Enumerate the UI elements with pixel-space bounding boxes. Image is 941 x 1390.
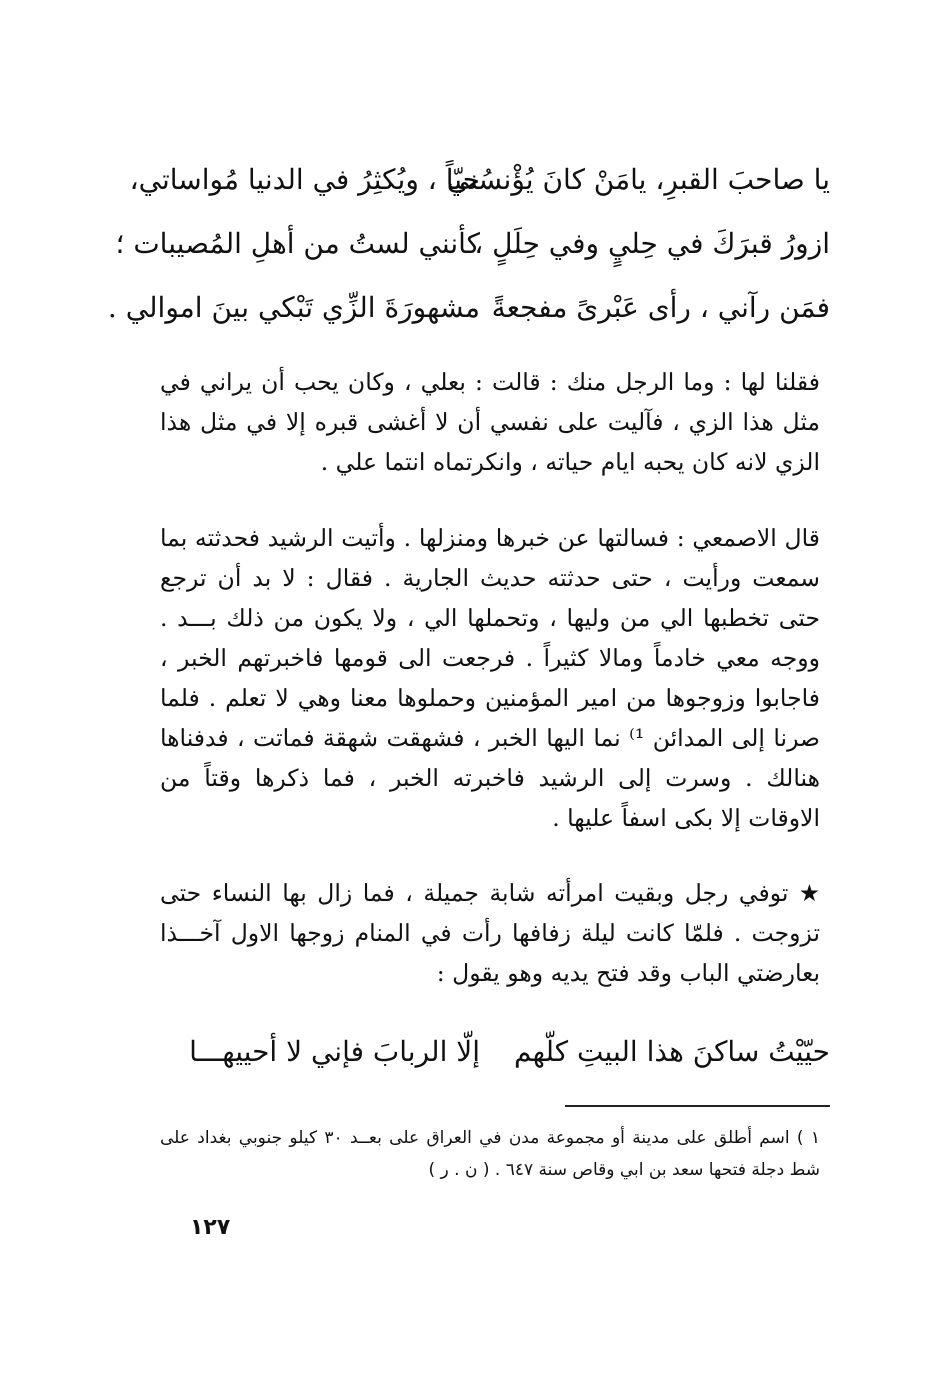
paragraph-widow-dream: ★ توفي رجل وبقيت امرأته شابة جميلة ، فما زال بها النساء حتى تزوجت . فلمّا كانت ليلة زفافها رأت في المنام زوجها الاول آخـــذا بعارضتي الباب وقد فتح يديه وهو يقول : [160, 879, 820, 987]
dream-verse-second-hemistich: إلّا الربابَ فإني لا أحييهـــا [189, 1035, 480, 1068]
verse-2 [115, 214, 830, 274]
verse-1 [129, 150, 830, 210]
verse-3-second-hemistich: مشهورَةَ الزِّي تَبْكي بينَ اموالي . [107, 291, 480, 324]
verse-3-first-hemistich: فمَن رآني ، رأى عَبْرىً مفجعةً [491, 291, 830, 324]
verse-1-second-hemistich: حيّاً ، ويُكثِرُ في الدنيا مُواساتي، [129, 163, 480, 196]
dream-verse-first-hemistich: حيّيْتُ ساكنَ هذا البيتِ كلّهم [513, 1035, 830, 1068]
footnote: ١ ) اسم أطلق على مدينة أو مجموعة مدن في العراق على بعــد ٣٠ كيلو جنوبي بغداد على شط دجلة فتحها سعد بن ابي وقاص سنة ٦٤٧ . ( ن . ر ) [160, 1128, 820, 1180]
verse-1-first-hemistich: يا صاحبَ القبرِ، يامَنْ كانَ يُؤْنسُني [446, 163, 830, 196]
paragraph-widow-reply: فقلنا لها : وما الرجل منك : قالت : بعلي ، وكان يحب أن يراني في مثل هذا الزي ، فآليت على نفسي أن لا أغشى قبره إلا في مثل هذا الزي لانه كان يحبه ايام حياته ، وانكرتماه انتما علي . [160, 368, 820, 476]
verse-3 [107, 278, 830, 338]
verse-2-second-hemistich: كأنني لستُ من أهلِ المُصيبات ؛ [115, 227, 480, 260]
paragraph-asmai-story: قال الاصمعي : فسالتها عن خبرها ومنزلها . وأتيت الرشيد فحدثته بما سمعت ورأيت ، حتى حدثته حديث الجارية . فقال : لا بد أن ترجع حتى تخطبها الي من وليها ، وتحملها الي ، ولا يكون من ذلك بـــد . ووجه معي خادماً ومالا كثيراً . فرجعت الى قومها فاخبرتهم الخبر ، فاجابوا وزوجوها من امير المؤمنين وحملوها معنا وهي لا تعلم . فلما صرنا إلى المدائن ¹⁾ نما اليها الخبر ، فشهقت شهقة فماتت ، فدفناها هنالك . وسرت إلى الرشيد فاخبرته الخبر ، فما ذكرها وقتاً من الاوقات إلا بكى اسفاً عليها . [160, 524, 820, 832]
dream-verse [150, 1022, 830, 1082]
page-number: ١٢٧ [190, 1215, 231, 1240]
verse-2-first-hemistich: ازورُ قبرَكَ في حِليٍ وفي حِلَلٍ ، [474, 227, 830, 260]
footnote-divider [565, 1105, 830, 1107]
